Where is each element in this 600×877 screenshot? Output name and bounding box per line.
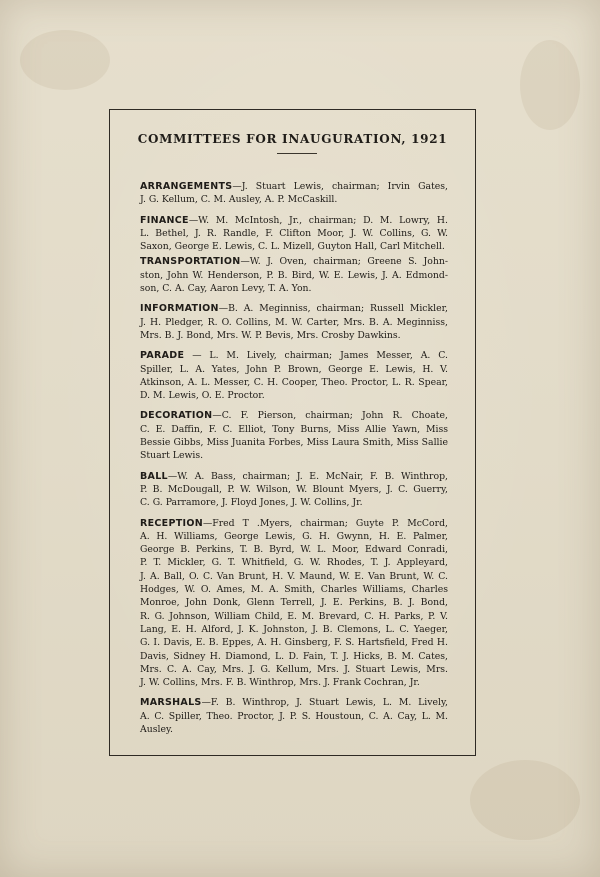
- committee-line: [140, 696, 448, 709]
- committee-line: L. Bethel, J. R. Randle, F. Clifton Moor, J. W. Collins, G. W.: [140, 227, 448, 239]
- committee-members: —Fred T .Myers, chairman; Guyte P. McCord,: [202, 517, 448, 529]
- committee-line: Lang, E. H. Alford, J. K. Johnston, J. B. Clemons, L. C. Yaeger,: [140, 623, 448, 635]
- committee-line: Bessie Gibbs, Miss Juanita Forbes, Miss Laura Smith, Miss Sallie: [140, 437, 448, 449]
- committee-name: PARADE: [140, 350, 185, 362]
- committee-list: [140, 180, 448, 736]
- committee-line: Davis, Sidney H. Diamond, L. D. Fain, T. J. Hicks, B. M. Cates,: [140, 650, 448, 662]
- committee-name: FINANCE: [140, 214, 189, 226]
- committee-line: J. W. Collins, Mrs. F. B. Winthrop, Mrs. J. Frank Cochran, Jr.: [140, 677, 420, 689]
- committee-line: P. B. McDougall, P. W. Wilson, W. Blount Myers, J. C. Guerry,: [140, 483, 448, 495]
- committee-paragraph: [140, 214, 448, 254]
- bordered-text-frame: [109, 109, 476, 756]
- committee-line: Ausley.: [140, 723, 173, 735]
- paper-stain: [20, 30, 110, 90]
- committee-paragraph: [140, 696, 448, 736]
- committee-line: Hodges, W. O. Ames, M. A. Smith, Charles Williams, Charles: [140, 584, 448, 596]
- committee-line: [140, 302, 448, 315]
- committee-members: —W. M. McIntosh, Jr., chairman; D. M. Lowry, H.: [188, 214, 448, 226]
- committee-paragraph: [140, 349, 448, 402]
- committee-line: P. T. Mickler, G. T. Whitfield, G. W. Rhodes, T. J. Appleyard,: [140, 557, 448, 569]
- committee-paragraph: [140, 409, 448, 462]
- committee-line: C. E. Daffin, F. C. Elliot, Tony Burns, Miss Allie Yawn, Miss: [140, 423, 448, 435]
- committee-name: DECORATION: [140, 410, 213, 422]
- committee-name: RECEPTION: [140, 517, 203, 529]
- committee-line: [140, 255, 448, 268]
- committee-line: Stuart Lewis.: [140, 450, 204, 462]
- committee-line: Monroe, John Donk, Glenn Terrell, J. E. Perkins, B. J. Bond,: [140, 597, 448, 609]
- committee-line: Saxon, George E. Lewis, C. L. Mizell, Guyton Hall, Carl Mitchell.: [140, 241, 445, 253]
- committee-members: — L. M. Lively, chairman; James Messer, A. C.: [184, 350, 448, 362]
- committee-name: ARRANGEMENTS: [140, 181, 233, 192]
- committee-members: —W. J. Oven, chairman; Greene S. John-: [240, 256, 448, 268]
- committee-members: —W. A. Bass, chairman; J. E. McNair, F. B. Winthrop,: [167, 470, 448, 482]
- committee-line: [140, 470, 448, 483]
- committee-line: [140, 409, 448, 422]
- committee-line: [140, 180, 448, 193]
- committee-line: George B. Perkins, T. B. Byrd, W. L. Moor, Edward Conradi,: [140, 544, 448, 556]
- committee-name: TRANSPORTATION: [140, 256, 241, 268]
- committee-line: Mrs. B. J. Bond, Mrs. W. P. Bevis, Mrs. Crosby Dawkins.: [140, 329, 401, 341]
- committee-line: J. G. Kellum, C. M. Ausley, A. P. McCaskill.: [140, 194, 338, 206]
- committee-line: C. G. Parramore, J. Floyd Jones, J. W. Collins, Jr.: [140, 497, 363, 509]
- committee-line: Spiller, L. A. Yates, John P. Brown, George E. Lewis, H. V.: [140, 363, 448, 375]
- committee-members: —F. B. Winthrop, J. Stuart Lewis, L. M. Lively,: [201, 697, 448, 709]
- committee-paragraph: [140, 470, 448, 510]
- committee-name: MARSHALS: [140, 697, 202, 709]
- committee-line: A. H. Williams, George Lewis, G. H. Gwynn, H. E. Palmer,: [140, 530, 448, 542]
- committee-paragraph: [140, 255, 448, 295]
- committee-line: G. I. Davis, E. B. Eppes, A. H. Ginsberg, F. S. Hartsfield, Fred H.: [140, 637, 448, 649]
- committee-line: [140, 214, 448, 227]
- committee-line: Mrs. C. A. Cay, Mrs. J. G. Kellum, Mrs. J. Stuart Lewis, Mrs.: [140, 663, 448, 675]
- committee-paragraph: [140, 517, 448, 690]
- committee-members: —C. F. Pierson, chairman; John R. Choate,: [212, 410, 448, 422]
- committee-paragraph: [140, 302, 448, 342]
- committee-line: D. M. Lewis, O. E. Proctor.: [140, 390, 265, 402]
- committee-paragraph: [140, 180, 448, 207]
- committee-name: INFORMATION: [140, 303, 219, 315]
- committee-line: A. C. Spiller, Theo. Proctor, J. P. S. Houstoun, C. A. Cay, L. M.: [140, 710, 448, 722]
- committee-members: —B. A. Meginniss, chairman; Russell Mickler,: [218, 303, 448, 315]
- committee-line: J. H. Pledger, R. O. Collins, M. W. Carter, Mrs. B. A. Meginniss,: [140, 316, 448, 328]
- title-underline: [277, 153, 317, 154]
- committee-name: BALL: [140, 470, 168, 482]
- committee-line: [140, 517, 448, 530]
- document-title: COMMITTEES FOR INAUGURATION, 1921: [137, 132, 448, 146]
- committee-line: R. G. Johnson, William Child, E. M. Brevard, C. H. Parks, P. V.: [140, 610, 448, 622]
- committee-line: son, C. A. Cay, Aaron Levy, T. A. Yon.: [140, 283, 312, 295]
- committee-members: —J. Stuart Lewis, chairman; Irvin Gates,: [232, 181, 448, 192]
- paper-stain: [520, 40, 580, 130]
- committee-line: Atkinson, A. L. Messer, C. H. Cooper, Theo. Proctor, L. R. Spear,: [140, 376, 448, 388]
- committee-line: [140, 349, 448, 362]
- paper-stain: [470, 760, 580, 840]
- committee-line: ston, John W. Henderson, P. B. Bird, W. E. Lewis, J. A. Edmond-: [140, 269, 448, 281]
- committee-line: J. A. Ball, O. C. Van Brunt, H. V. Maund, W. E. Van Brunt, W. C.: [140, 570, 448, 582]
